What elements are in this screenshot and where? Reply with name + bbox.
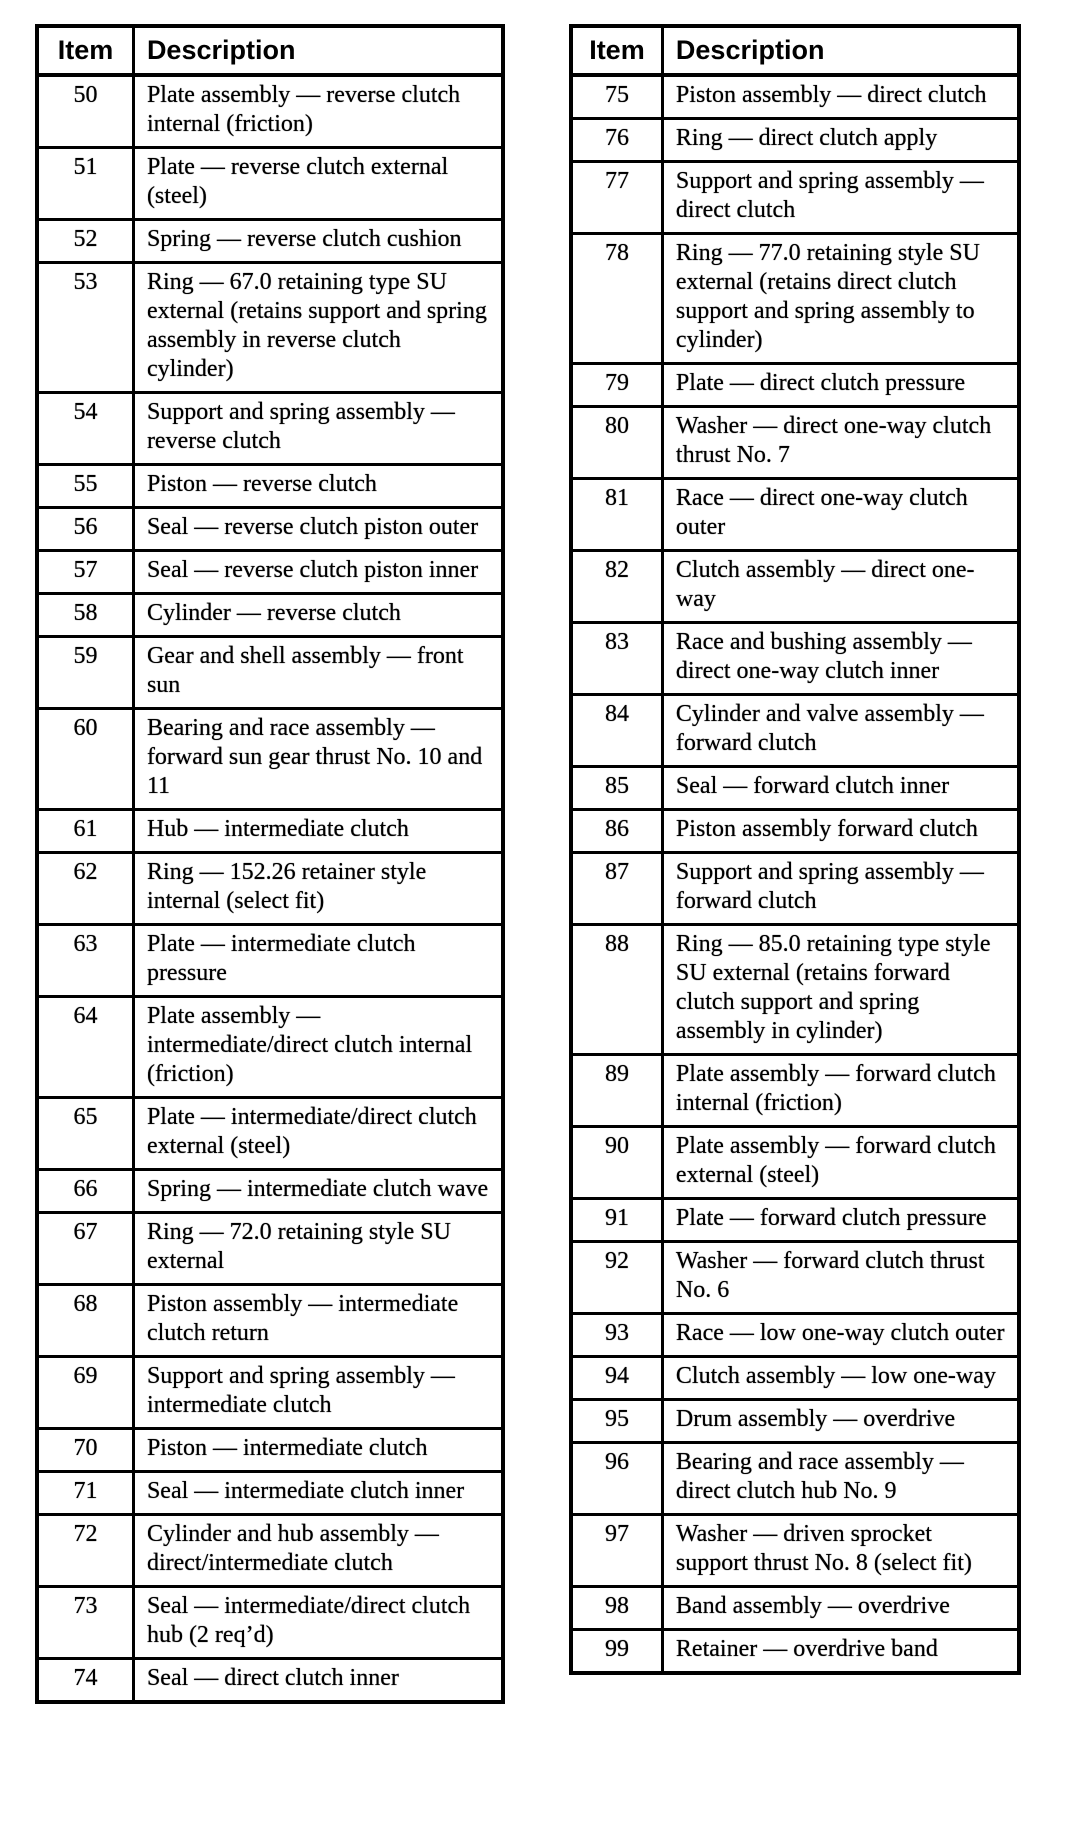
item-number-cell: 66 [37, 1170, 133, 1213]
description-cell: Ring — 85.0 retaining type style SU external (retains forward clutch support and spring assembly in cylinder) [662, 925, 1019, 1055]
item-number-cell: 79 [571, 364, 662, 407]
description-cell: Cylinder and hub assembly — direct/intermediate clutch [133, 1515, 503, 1587]
item-number-cell: 82 [571, 551, 662, 623]
item-number-cell: 81 [571, 479, 662, 551]
description-cell: Plate — intermediate/direct clutch external (steel) [133, 1098, 503, 1170]
item-number-cell: 80 [571, 407, 662, 479]
item-number-cell: 92 [571, 1242, 662, 1314]
item-number-cell: 86 [571, 810, 662, 853]
table-row [37, 551, 503, 594]
item-number-cell: 60 [37, 709, 133, 810]
item-number-cell: 93 [571, 1314, 662, 1357]
description-cell: Piston assembly — intermediate clutch return [133, 1285, 503, 1357]
description-cell: Seal — intermediate/direct clutch hub (2 req’d) [133, 1587, 503, 1659]
item-number-cell: 50 [37, 75, 133, 148]
table-row [571, 1055, 1019, 1127]
table-row [571, 1127, 1019, 1199]
item-number-cell: 76 [571, 119, 662, 162]
item-number-cell: 56 [37, 508, 133, 551]
description-cell: Cylinder — reverse clutch [133, 594, 503, 637]
description-cell: Plate assembly — forward clutch external (steel) [662, 1127, 1019, 1199]
table-row [571, 364, 1019, 407]
description-cell: Race — low one-way clutch outer [662, 1314, 1019, 1357]
item-number-cell: 54 [37, 393, 133, 465]
item-number-cell: 96 [571, 1443, 662, 1515]
description-cell: Plate — direct clutch pressure [662, 364, 1019, 407]
table-row [571, 1357, 1019, 1400]
description-cell: Support and spring assembly — direct clutch [662, 162, 1019, 234]
table-row [37, 925, 503, 997]
description-cell: Spring — reverse clutch cushion [133, 220, 503, 263]
table-row [37, 465, 503, 508]
description-column-header: Description [133, 26, 503, 75]
item-number-cell: 75 [571, 75, 662, 119]
table-row [37, 148, 503, 220]
description-cell: Ring — 67.0 retaining type SU external (retains support and spring assembly in reverse clutch cylinder) [133, 263, 503, 393]
description-cell: Seal — intermediate clutch inner [133, 1472, 503, 1515]
description-cell: Ring — 77.0 retaining style SU external (retains direct clutch support and spring assembly to cylinder) [662, 234, 1019, 364]
table-row [37, 853, 503, 925]
table-row [37, 1587, 503, 1659]
description-cell: Seal — direct clutch inner [133, 1659, 503, 1703]
description-cell: Washer — driven sprocket support thrust No. 8 (select fit) [662, 1515, 1019, 1587]
item-number-cell: 65 [37, 1098, 133, 1170]
item-number-cell: 58 [37, 594, 133, 637]
table-row [37, 594, 503, 637]
item-number-cell: 67 [37, 1213, 133, 1285]
description-cell: Bearing and race assembly — forward sun gear thrust No. 10 and 11 [133, 709, 503, 810]
table-row [571, 234, 1019, 364]
table-row [37, 1285, 503, 1357]
item-number-cell: 69 [37, 1357, 133, 1429]
table-row [571, 407, 1019, 479]
item-number-cell: 97 [571, 1515, 662, 1587]
table-row [37, 1098, 503, 1170]
item-number-cell: 99 [571, 1630, 662, 1674]
description-cell: Clutch assembly — direct one-way [662, 551, 1019, 623]
description-cell: Band assembly — overdrive [662, 1587, 1019, 1630]
table-row [37, 1357, 503, 1429]
table-row [571, 695, 1019, 767]
table-row [37, 220, 503, 263]
table-row [571, 1314, 1019, 1357]
description-cell: Seal — forward clutch inner [662, 767, 1019, 810]
item-number-cell: 57 [37, 551, 133, 594]
description-cell: Ring — 72.0 retaining style SU external [133, 1213, 503, 1285]
item-number-cell: 55 [37, 465, 133, 508]
header-row [37, 26, 503, 75]
table-row [571, 925, 1019, 1055]
table-row [571, 810, 1019, 853]
description-cell: Piston — reverse clutch [133, 465, 503, 508]
table-row [37, 263, 503, 393]
description-cell: Piston — intermediate clutch [133, 1429, 503, 1472]
table-row [571, 1587, 1019, 1630]
table-row [37, 1429, 503, 1472]
description-cell: Support and spring assembly — reverse clutch [133, 393, 503, 465]
header-row [571, 26, 1019, 75]
description-cell: Ring — 152.26 retainer style internal (select fit) [133, 853, 503, 925]
item-number-cell: 95 [571, 1400, 662, 1443]
table-row [37, 810, 503, 853]
item-number-cell: 70 [37, 1429, 133, 1472]
description-cell: Race and bushing assembly — direct one-way clutch inner [662, 623, 1019, 695]
item-column-header: Item [571, 26, 662, 75]
item-number-cell: 61 [37, 810, 133, 853]
table-row [571, 1199, 1019, 1242]
table-row [37, 997, 503, 1098]
description-cell: Plate — reverse clutch external (steel) [133, 148, 503, 220]
description-cell: Cylinder and valve assembly — forward clutch [662, 695, 1019, 767]
item-number-cell: 98 [571, 1587, 662, 1630]
description-cell: Support and spring assembly — intermediate clutch [133, 1357, 503, 1429]
table-row [571, 853, 1019, 925]
description-column-header: Description [662, 26, 1019, 75]
description-cell: Plate — intermediate clutch pressure [133, 925, 503, 997]
description-cell: Clutch assembly — low one-way [662, 1357, 1019, 1400]
table-row [37, 1170, 503, 1213]
table-row [571, 1443, 1019, 1515]
item-number-cell: 62 [37, 853, 133, 925]
item-number-cell: 85 [571, 767, 662, 810]
item-number-cell: 64 [37, 997, 133, 1098]
table-row [37, 1515, 503, 1587]
description-cell: Race — direct one-way clutch outer [662, 479, 1019, 551]
table-row [571, 1515, 1019, 1587]
description-cell: Plate assembly — forward clutch internal (friction) [662, 1055, 1019, 1127]
table-row [571, 767, 1019, 810]
table-row [571, 75, 1019, 119]
table-row [37, 1472, 503, 1515]
table-row [571, 1630, 1019, 1674]
table-row [571, 479, 1019, 551]
description-cell: Piston assembly — direct clutch [662, 75, 1019, 119]
table-row [571, 1242, 1019, 1314]
table-row [37, 1213, 503, 1285]
parts-table-left [35, 24, 505, 1704]
description-cell: Hub — intermediate clutch [133, 810, 503, 853]
description-cell: Seal — reverse clutch piston inner [133, 551, 503, 594]
item-number-cell: 83 [571, 623, 662, 695]
item-number-cell: 59 [37, 637, 133, 709]
table-row [37, 709, 503, 810]
table-row [37, 75, 503, 148]
table-row [571, 162, 1019, 234]
description-cell: Gear and shell assembly — front sun [133, 637, 503, 709]
description-cell: Drum assembly — overdrive [662, 1400, 1019, 1443]
description-cell: Washer — direct one-way clutch thrust No. 7 [662, 407, 1019, 479]
item-number-cell: 71 [37, 1472, 133, 1515]
description-cell: Retainer — overdrive band [662, 1630, 1019, 1674]
table-row [571, 551, 1019, 623]
item-number-cell: 87 [571, 853, 662, 925]
table-row [571, 623, 1019, 695]
table-row [37, 1659, 503, 1703]
item-number-cell: 63 [37, 925, 133, 997]
table-row [37, 508, 503, 551]
description-cell: Plate — forward clutch pressure [662, 1199, 1019, 1242]
item-number-cell: 84 [571, 695, 662, 767]
item-number-cell: 68 [37, 1285, 133, 1357]
item-number-cell: 53 [37, 263, 133, 393]
item-number-cell: 72 [37, 1515, 133, 1587]
item-number-cell: 52 [37, 220, 133, 263]
table-row [571, 119, 1019, 162]
item-number-cell: 73 [37, 1587, 133, 1659]
description-cell: Support and spring assembly — forward clutch [662, 853, 1019, 925]
description-cell: Plate assembly — intermediate/direct clutch internal (friction) [133, 997, 503, 1098]
item-number-cell: 78 [571, 234, 662, 364]
item-number-cell: 77 [571, 162, 662, 234]
item-number-cell: 91 [571, 1199, 662, 1242]
description-cell: Piston assembly forward clutch [662, 810, 1019, 853]
table-row [571, 1400, 1019, 1443]
item-number-cell: 74 [37, 1659, 133, 1703]
description-cell: Plate assembly — reverse clutch internal (friction) [133, 75, 503, 148]
parts-table-right [569, 24, 1021, 1675]
item-number-cell: 89 [571, 1055, 662, 1127]
item-number-cell: 51 [37, 148, 133, 220]
item-number-cell: 94 [571, 1357, 662, 1400]
description-cell: Ring — direct clutch apply [662, 119, 1019, 162]
description-cell: Seal — reverse clutch piston outer [133, 508, 503, 551]
description-cell: Washer — forward clutch thrust No. 6 [662, 1242, 1019, 1314]
description-cell: Spring — intermediate clutch wave [133, 1170, 503, 1213]
item-number-cell: 90 [571, 1127, 662, 1199]
item-number-cell: 88 [571, 925, 662, 1055]
item-column-header: Item [37, 26, 133, 75]
description-cell: Bearing and race assembly — direct clutch hub No. 9 [662, 1443, 1019, 1515]
table-row [37, 393, 503, 465]
table-row [37, 637, 503, 709]
